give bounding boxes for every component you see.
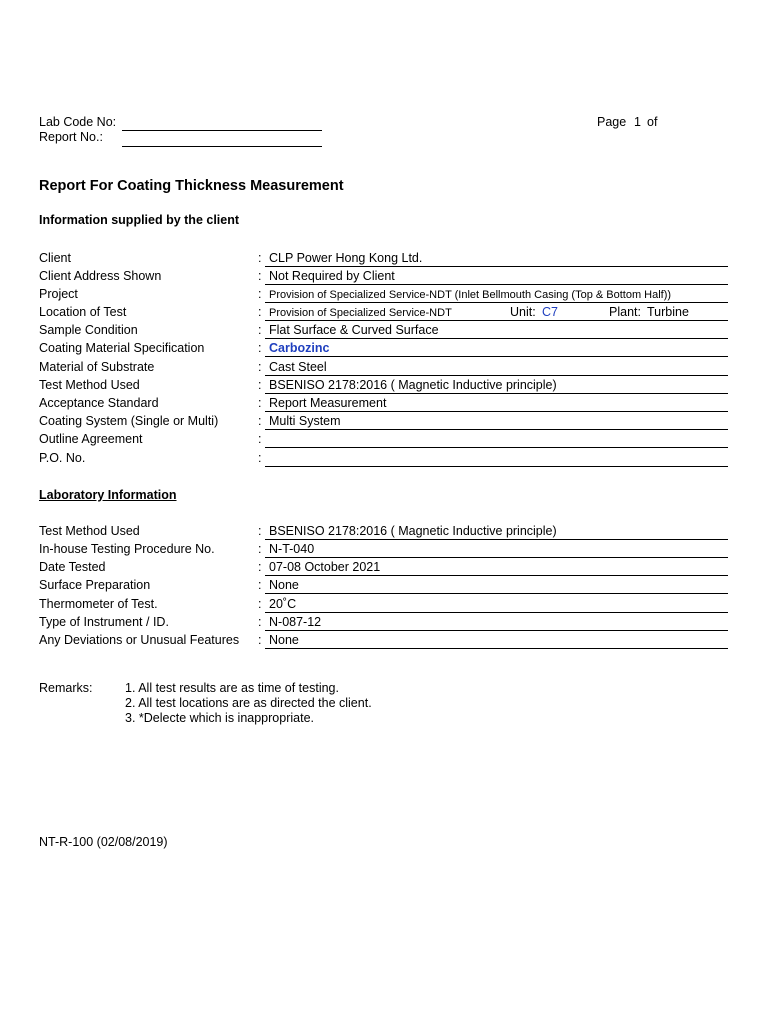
page-of: of bbox=[647, 115, 658, 129]
location-row bbox=[0, 305, 768, 323]
thermometer-row bbox=[0, 597, 768, 615]
colon: : bbox=[258, 615, 262, 629]
value-line bbox=[265, 411, 728, 412]
outline-agreement-row bbox=[0, 432, 768, 450]
report-no-line bbox=[122, 146, 322, 147]
report-no-label: Report No.: bbox=[39, 130, 103, 144]
value-line bbox=[265, 338, 728, 339]
field-label: Outline Agreement bbox=[39, 432, 143, 446]
remark-item: 2. All test locations are as directed the client. bbox=[125, 696, 372, 710]
value-line bbox=[265, 557, 728, 558]
remark-item: 1. All test results are as time of testing. bbox=[125, 681, 339, 695]
field-label: Thermometer of Test. bbox=[39, 597, 158, 611]
field-label: Surface Preparation bbox=[39, 578, 151, 592]
substrate-row bbox=[0, 360, 768, 378]
field-label: Type of Instrument / ID. bbox=[39, 615, 169, 629]
lab-test-method-row bbox=[0, 524, 768, 542]
field-value: 07-08 October 2021 bbox=[269, 560, 381, 574]
form-code: NT-R-100 (02/08/2019) bbox=[39, 835, 168, 849]
value-line bbox=[265, 539, 728, 540]
colon: : bbox=[258, 432, 262, 446]
field-label: In-house Testing Procedure No. bbox=[39, 542, 215, 556]
value-line bbox=[265, 284, 728, 285]
instrument-row bbox=[0, 615, 768, 633]
value-line bbox=[265, 648, 728, 649]
field-label: Client bbox=[39, 251, 71, 265]
colon: : bbox=[258, 305, 262, 319]
field-label: Date Tested bbox=[39, 560, 106, 574]
page-label: Page bbox=[597, 115, 627, 129]
field-label: Sample Condition bbox=[39, 323, 138, 337]
colon: : bbox=[258, 287, 262, 301]
coating-spec-row bbox=[0, 341, 768, 359]
field-label: Any Deviations or Unusual Features bbox=[39, 633, 240, 647]
value-line bbox=[265, 630, 728, 631]
field-value: N-087-12 bbox=[269, 615, 322, 629]
value-line bbox=[265, 356, 728, 357]
page-number: 1 bbox=[634, 115, 641, 129]
project-row bbox=[0, 287, 768, 305]
remark-item: 3. *Delecte which is inappropriate. bbox=[125, 711, 314, 725]
value-line bbox=[265, 320, 728, 321]
field-value: Multi System bbox=[269, 414, 341, 428]
colon: : bbox=[258, 341, 262, 355]
value-line bbox=[265, 429, 728, 430]
field-value: Carbozinc bbox=[269, 341, 330, 355]
colon: : bbox=[258, 378, 262, 392]
colon: : bbox=[258, 597, 262, 611]
field-value: CLP Power Hong Kong Ltd. bbox=[269, 251, 423, 265]
coating-system-row bbox=[0, 414, 768, 432]
client-address-row bbox=[0, 269, 768, 287]
plant-value: Turbine bbox=[647, 305, 689, 319]
colon: : bbox=[258, 524, 262, 538]
deviations-row bbox=[0, 633, 768, 651]
field-value: 20˚C bbox=[269, 597, 297, 611]
date-tested-row bbox=[0, 560, 768, 578]
lab-code-line bbox=[122, 130, 322, 131]
field-label: Test Method Used bbox=[39, 378, 140, 392]
field-value: BSENISO 2178:2016 ( Magnetic Inductive principle) bbox=[269, 524, 557, 538]
po-no-row bbox=[0, 451, 768, 469]
colon: : bbox=[258, 542, 262, 556]
field-value: None bbox=[269, 633, 299, 647]
remarks-label: Remarks: bbox=[39, 681, 93, 695]
field-value: BSENISO 2178:2016 ( Magnetic Inductive principle) bbox=[269, 378, 557, 392]
client-section-heading: Information supplied by the client bbox=[39, 213, 240, 227]
unit-label: Unit: bbox=[510, 305, 536, 319]
value-line bbox=[265, 375, 728, 376]
field-label: Project bbox=[39, 287, 78, 301]
colon: : bbox=[258, 269, 262, 283]
field-value: N-T-040 bbox=[269, 542, 315, 556]
field-label: Acceptance Standard bbox=[39, 396, 159, 410]
field-value: Provision of Specialized Service-NDT (Inlet Bellmouth Casing (Top & Bottom Half)) bbox=[269, 289, 672, 301]
field-value: Report Measurement bbox=[269, 396, 387, 410]
value-line bbox=[265, 575, 728, 576]
field-value: Cast Steel bbox=[269, 360, 327, 374]
value-line bbox=[265, 593, 728, 594]
colon: : bbox=[258, 560, 262, 574]
unit-value: C7 bbox=[542, 305, 558, 319]
value-line bbox=[265, 612, 728, 613]
field-value: Flat Surface & Curved Surface bbox=[269, 323, 439, 337]
colon: : bbox=[258, 451, 262, 465]
procedure-row bbox=[0, 542, 768, 560]
plant-label: Plant: bbox=[609, 305, 641, 319]
value-line bbox=[265, 447, 728, 448]
colon: : bbox=[258, 396, 262, 410]
lab-section-heading: Laboratory Information bbox=[39, 488, 177, 502]
test-method-row bbox=[0, 378, 768, 396]
acceptance-row bbox=[0, 396, 768, 414]
field-value: Not Required by Client bbox=[269, 269, 395, 283]
field-label: Client Address Shown bbox=[39, 269, 162, 283]
field-label: Coating Material Specification bbox=[39, 341, 205, 355]
sample-condition-row bbox=[0, 323, 768, 341]
colon: : bbox=[258, 251, 262, 265]
colon: : bbox=[258, 578, 262, 592]
report-title: Report For Coating Thickness Measurement bbox=[39, 178, 344, 194]
colon: : bbox=[258, 633, 262, 647]
field-label: Test Method Used bbox=[39, 524, 140, 538]
field-value: Provision of Specialized Service-NDT bbox=[269, 307, 452, 319]
colon: : bbox=[258, 414, 262, 428]
lab-code-label: Lab Code No: bbox=[39, 115, 117, 129]
colon: : bbox=[258, 323, 262, 337]
value-line bbox=[265, 302, 728, 303]
field-value: None bbox=[269, 578, 299, 592]
field-label: Material of Substrate bbox=[39, 360, 155, 374]
field-label: Coating System (Single or Multi) bbox=[39, 414, 219, 428]
client-row bbox=[0, 251, 768, 269]
value-line bbox=[265, 393, 728, 394]
colon: : bbox=[258, 360, 262, 374]
field-label: P.O. No. bbox=[39, 451, 86, 465]
surface-prep-row bbox=[0, 578, 768, 596]
value-line bbox=[265, 266, 728, 267]
value-line bbox=[265, 466, 728, 467]
field-label: Location of Test bbox=[39, 305, 127, 319]
